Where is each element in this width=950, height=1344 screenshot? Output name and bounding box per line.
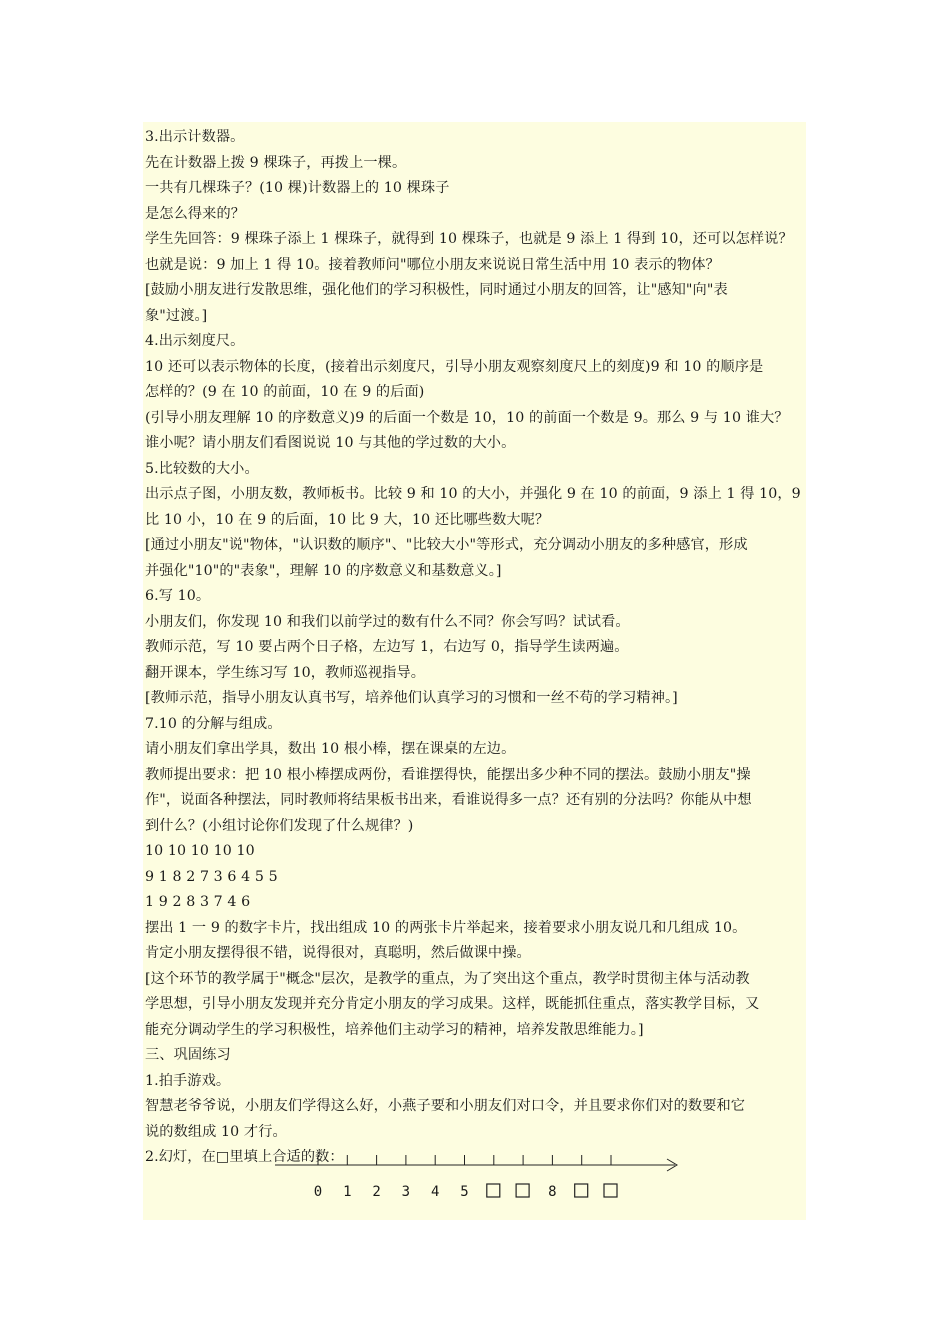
text-line: 智慧老爷爷说，小朋友们学得这么好，小燕子要和小朋友们对口令，并且要求你们对的数要和它 bbox=[145, 1098, 746, 1114]
text-line: 4.出示刻度尺。 bbox=[145, 333, 245, 349]
answer-box bbox=[516, 1184, 529, 1197]
text-line: 教师提出要求：把 10 根小棒摆成两份，看谁摆得快，能摆出多少种不同的摆法。鼓励小朋友"操 bbox=[145, 766, 751, 783]
text-line: 怎样的？(9 在 10 的前面，10 在 9 的后面) bbox=[145, 384, 425, 400]
text-line: 教师示范，写 10 要占两个日子格，左边写 1，右边写 0，指导学生读两遍。 bbox=[145, 639, 629, 655]
text-line: [教师示范，指导小朋友认真书写，培养他们认真学习的习惯和一丝不苟的学习精神。] bbox=[145, 690, 678, 706]
text-line: 3.出示计数器。 bbox=[145, 129, 245, 145]
text-line: 1 9 2 8 3 7 4 6 bbox=[145, 894, 251, 910]
text-line: 2.幻灯，在□里填上合适的数： bbox=[145, 1149, 344, 1165]
text-line: [这个环节的教学属于"概念"层次，是教学的重点，为了突出这个重点，教学时贯彻主体与活动教 bbox=[145, 970, 750, 987]
text-line: 学思想，引导小朋友发现并充分肯定小朋友的学习成果。这样，既能抓住重点，落实教学目标，又 bbox=[145, 996, 760, 1012]
text-line: 并强化"10"的"表象"，理解 10 的序数意义和基数意义。] bbox=[145, 562, 502, 579]
text-line: (引导小朋友理解 10 的序数意义)9 的后面一个数是 10，10 的前面一个数是 9。那么 9 与 10 谁大？ bbox=[145, 409, 789, 426]
text-line: 一共有几棵珠子？(10 棵)计数器上的 10 棵珠子 bbox=[145, 180, 450, 196]
text-line: 是怎么得来的？ bbox=[145, 205, 246, 222]
text-line: [通过小朋友"说"物体，"认识数的顺序"、"比较大小"等形式，充分调动小朋友的多种感官，形成 bbox=[145, 537, 748, 553]
tick-label: 5 bbox=[460, 1184, 469, 1200]
tick-label: 0 bbox=[313, 1184, 323, 1200]
text-line: 先在计数器上拨 9 棵珠子，再拨上一棵。 bbox=[145, 154, 407, 171]
text-line: 学生先回答：9 棵珠子添上 1 棵珠子，就得到 10 棵珠子，也就是 9 添上 1 得到 10，还可以怎样说？ bbox=[145, 231, 793, 247]
text-line: 9 1 8 2 7 3 6 4 5 5 bbox=[145, 868, 278, 885]
text-line: 小朋友们，你发现 10 和我们以前学过的数有什么不同？你会写吗？试试看。 bbox=[145, 613, 630, 630]
text-line: 能充分调动学生的学习积极性，培养他们主动学习的精神，培养发散思维能力。] bbox=[145, 1021, 644, 1038]
text-line: 10 10 10 10 10 bbox=[145, 843, 255, 859]
tick-label: 1 bbox=[343, 1184, 352, 1200]
text-line: 作"，说面各种摆法，同时教师将结果板书出来，看谁说得多一点？还有别的分法吗？你能从中想 bbox=[145, 792, 752, 808]
answer-box bbox=[487, 1184, 500, 1197]
tick-label: 4 bbox=[430, 1184, 440, 1200]
text-line: 谁小呢？请小朋友们看图说说 10 与其他的学过数的大小。 bbox=[145, 435, 516, 451]
answer-box bbox=[604, 1184, 617, 1197]
tick-label: 8 bbox=[548, 1184, 557, 1200]
text-line: 请小朋友们拿出学具，数出 10 根小棒，摆在课桌的左边。 bbox=[145, 741, 516, 757]
text-line: 1.拍手游戏。 bbox=[145, 1072, 231, 1089]
text-line: 出示点子图，小朋友数，教师板书。比较 9 和 10 的大小，并强化 9 在 10 的前面，9 添上 1 得 10，9 bbox=[145, 486, 801, 502]
text-line: 7.10 的分解与组成。 bbox=[145, 715, 282, 732]
text-line: 说的数组成 10 才行。 bbox=[145, 1123, 287, 1140]
text-line: 摆出 1 一 9 的数字卡片，找出组成 10 的两张卡片举起来，接着要求小朋友说几和几组成 10。 bbox=[145, 919, 747, 936]
text-line: 翻开课本，学生练习写 10，教师巡视指导。 bbox=[145, 664, 426, 681]
text-line: 比 10 小，10 在 9 的后面，10 比 9 大，10 还比哪些数大呢？ bbox=[145, 511, 550, 528]
text-line: 象"过渡。] bbox=[145, 307, 208, 324]
text-line: 三、巩固练习 bbox=[145, 1047, 231, 1063]
text-line: [鼓励小朋友进行发散思维，强化他们的学习积极性，同时通过小朋友的回答，让"感知"向"表 bbox=[145, 282, 728, 298]
tick-label: 2 bbox=[372, 1184, 381, 1200]
text-line: 6.写 10。 bbox=[145, 588, 211, 604]
text-line: 到什么？(小组讨论你们发现了什么规律？) bbox=[145, 817, 414, 834]
number-line-figure bbox=[270, 1150, 690, 1210]
answer-box bbox=[575, 1184, 588, 1197]
tick-label: 3 bbox=[401, 1184, 411, 1200]
text-line: 肯定小朋友摆得很不错，说得很对，真聪明，然后做课中操。 bbox=[145, 945, 531, 961]
text-line: 10 还可以表示物体的长度，(接着出示刻度尺，引导小朋友观察刻度尺上的刻度)9 和 10 的顺序是 bbox=[145, 358, 764, 375]
text-line: 5.比较数的大小。 bbox=[145, 460, 259, 477]
document-text bbox=[145, 125, 807, 1171]
text-line: 也就是说：9 加上 1 得 10。接着教师问"哪位小朋友来说说日常生活中用 10 表示的物体？ bbox=[145, 256, 720, 273]
